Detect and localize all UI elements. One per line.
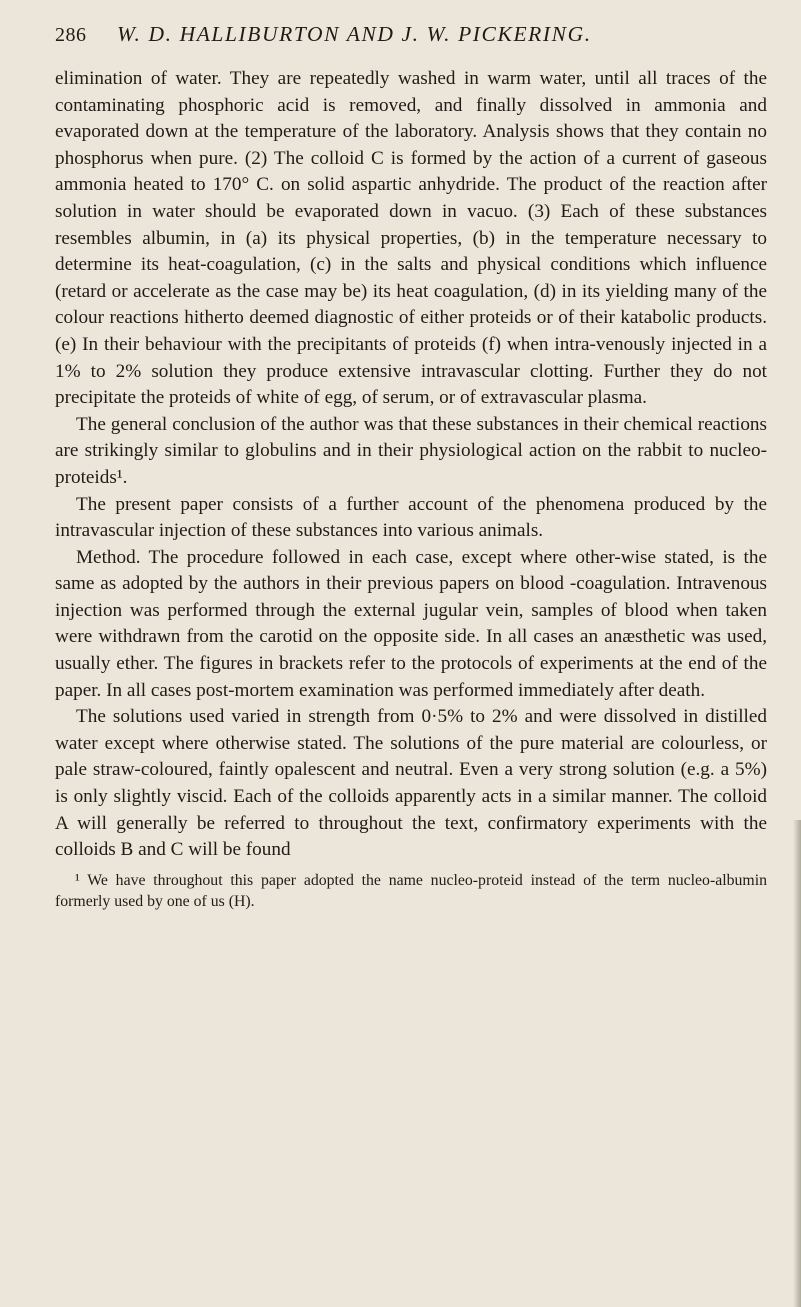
journal-page xyxy=(55,18,767,912)
paragraph-solutions-used: The solutions used varied in strength from 0·5% to 2% and were dissolved in distilled water except where otherwise stated. The solutions of the pure material are colourless, or pale straw-coloured, faintly opalescent and neutral. Even a very strong solution (e.g. a 5%) is only slightly viscid. Each of the colloids apparently acts in a similar manner. The colloid A will generally be referred to throughout the text, confirmatory experiments with the colloids B and C will be found xyxy=(55,706,767,861)
body-text xyxy=(55,66,767,864)
running-head: W. D. HALLIBURTON AND J. W. PICKERING. xyxy=(117,22,592,46)
paragraph-present-paper: The present paper consists of a further account of the phenomena produced by the intravascular injection of these substances into various animals. xyxy=(55,493,767,542)
paragraph-method: Method. The procedure followed in each case, except where other-wise stated, is the same as adopted by the authors in their previous papers on blood -coagulation. Intravenous injection was performed through the external jugular vein, samples of blood when taken were withdrawn from the carotid on the opposite side. In all cases an anæsthetic was used, usually ether. The figures in brackets refer to the protocols of experiments at the end of the paper. In all cases post-mortem examination was performed immediately after death. xyxy=(55,546,767,701)
paragraph-general-conclusion: The general conclusion of the author was that these substances in their chemical reactions are strikingly similar to globulins and in their physiological action on the rabbit to nucleo-proteids¹. xyxy=(55,413,767,488)
page-number: 286 xyxy=(55,24,87,46)
page-edge-shadow xyxy=(793,820,801,1307)
page-header xyxy=(55,18,767,52)
paragraph-continuation: elimination of water. They are repeatedly washed in warm water, until all traces of the contaminating phosphoric acid is removed, and finally dissolved in ammonia and evaporated down at the temperature of the laboratory. Analysis shows that they contain no phosphorus when pure. (2) The colloid C is formed by the action of a current of gaseous ammonia heated to 170° C. on solid aspartic anhydride. The product of the reaction after solution in water should be evaporated down in vacuo. (3) Each of these substances resembles albumin, in (a) its physical properties, (b) in the temperature necessary to determine its heat-coagulation, (c) in the salts and physical conditions which influence (retard or accelerate as the case may be) its heat coagulation, (d) in its yielding many of the colour reactions hitherto deemed diagnostic of either proteids or of their katabolic products. (e) In their behaviour with the precipitants of proteids (f) when intra-venously injected in a 1% to 2% solution they produce extensive intravascular clotting. Further they do not precipitate the proteids of white of egg, of serum, or of extravascular plasma. xyxy=(55,68,767,409)
footnote-text: ¹ We have throughout this paper adopted the name nucleo-proteid instead of the term nucleo-albumin formerly used by one of us (H). xyxy=(55,871,767,910)
footnote xyxy=(55,870,767,912)
